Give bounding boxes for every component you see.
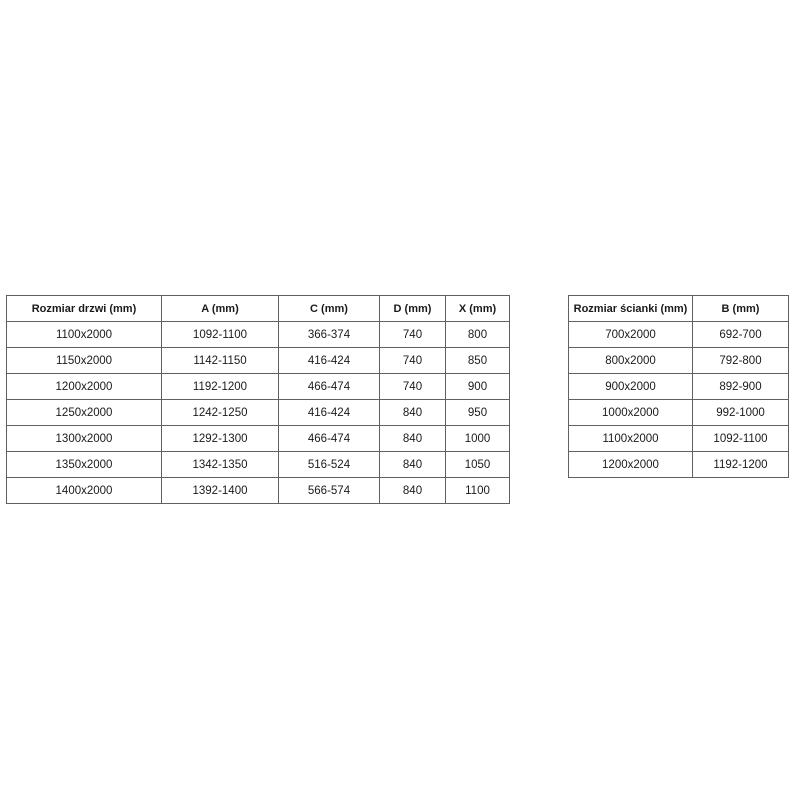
table-cell: 740	[380, 322, 446, 348]
table-row	[569, 322, 789, 348]
table-cell: 1150x2000	[7, 348, 162, 374]
table-row	[7, 400, 510, 426]
table-cell: 1292-1300	[162, 426, 279, 452]
column-header: D (mm)	[380, 296, 446, 322]
column-header: X (mm)	[446, 296, 510, 322]
door-sizes-table-head	[7, 296, 510, 322]
header-row	[7, 296, 510, 322]
table-cell: 1100	[446, 478, 510, 504]
table-row	[7, 374, 510, 400]
table-cell: 1000	[446, 426, 510, 452]
table-cell: 1100x2000	[7, 322, 162, 348]
table-cell: 800x2000	[569, 348, 693, 374]
table-row	[7, 322, 510, 348]
table-cell: 1200x2000	[7, 374, 162, 400]
table-cell: 700x2000	[569, 322, 693, 348]
table-cell: 566-574	[279, 478, 380, 504]
table-cell: 1350x2000	[7, 452, 162, 478]
table-cell: 840	[380, 452, 446, 478]
table-cell: 466-474	[279, 426, 380, 452]
table-cell: 1050	[446, 452, 510, 478]
table-cell: 466-474	[279, 374, 380, 400]
table-row	[569, 374, 789, 400]
table-cell: 1192-1200	[693, 452, 789, 478]
table-cell: 416-424	[279, 400, 380, 426]
table-cell: 992-1000	[693, 400, 789, 426]
column-header: A (mm)	[162, 296, 279, 322]
table-cell: 740	[380, 348, 446, 374]
table-row	[569, 348, 789, 374]
wall-panel-sizes-table-body	[569, 322, 789, 478]
table-cell: 1092-1100	[162, 322, 279, 348]
table-row	[7, 348, 510, 374]
wall-panel-sizes-table-head	[569, 296, 789, 322]
table-row	[7, 426, 510, 452]
column-header: C (mm)	[279, 296, 380, 322]
table-cell: 900x2000	[569, 374, 693, 400]
table-row	[7, 452, 510, 478]
table-cell: 1300x2000	[7, 426, 162, 452]
table-cell: 840	[380, 400, 446, 426]
wall-panel-sizes-table	[568, 295, 789, 478]
table-cell: 740	[380, 374, 446, 400]
table-cell: 840	[380, 478, 446, 504]
table-cell: 1400x2000	[7, 478, 162, 504]
table-cell: 1242-1250	[162, 400, 279, 426]
table-cell: 1142-1150	[162, 348, 279, 374]
table-cell: 1100x2000	[569, 426, 693, 452]
table-cell: 1250x2000	[7, 400, 162, 426]
table-cell: 900	[446, 374, 510, 400]
table-cell: 1342-1350	[162, 452, 279, 478]
column-header: B (mm)	[693, 296, 789, 322]
door-sizes-table-body	[7, 322, 510, 504]
table-cell: 366-374	[279, 322, 380, 348]
table-row	[569, 400, 789, 426]
table-cell: 1000x2000	[569, 400, 693, 426]
table-cell: 1192-1200	[162, 374, 279, 400]
table-cell: 416-424	[279, 348, 380, 374]
table-cell: 840	[380, 426, 446, 452]
table-cell: 1200x2000	[569, 452, 693, 478]
header-row	[569, 296, 789, 322]
door-sizes-table	[6, 295, 510, 504]
table-cell: 950	[446, 400, 510, 426]
table-cell: 850	[446, 348, 510, 374]
column-header: Rozmiar ścianki (mm)	[569, 296, 693, 322]
table-row	[569, 452, 789, 478]
table-cell: 792-800	[693, 348, 789, 374]
table-row	[7, 478, 510, 504]
table-cell: 516-524	[279, 452, 380, 478]
table-cell: 1392-1400	[162, 478, 279, 504]
table-cell: 892-900	[693, 374, 789, 400]
table-cell: 692-700	[693, 322, 789, 348]
table-cell: 1092-1100	[693, 426, 789, 452]
table-row	[569, 426, 789, 452]
column-header: Rozmiar drzwi (mm)	[7, 296, 162, 322]
table-cell: 800	[446, 322, 510, 348]
